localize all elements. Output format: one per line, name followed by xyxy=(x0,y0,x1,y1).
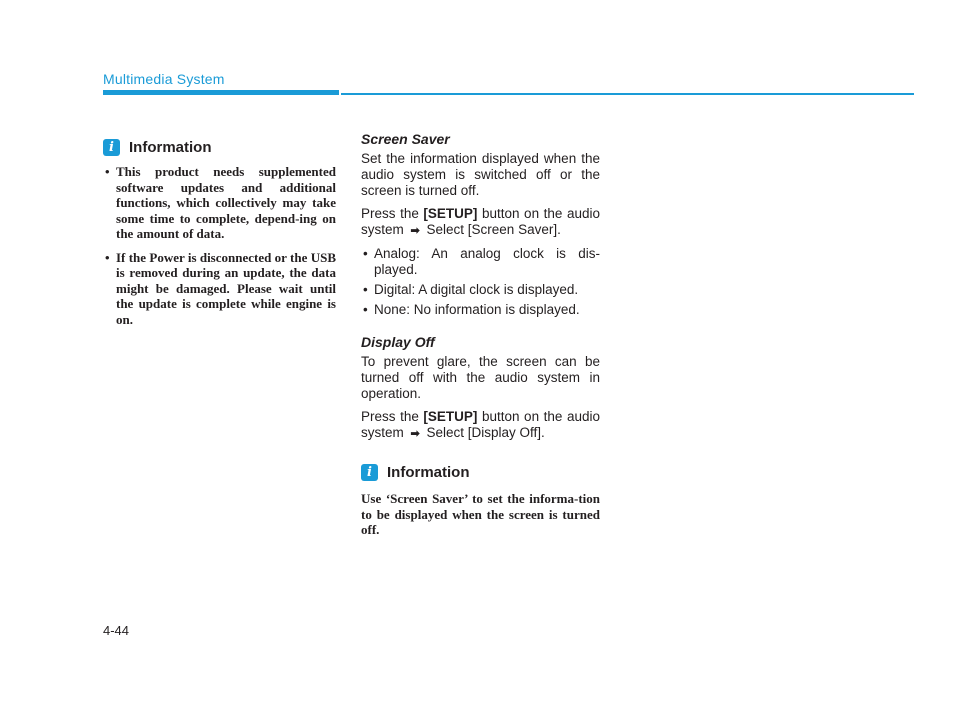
info-bullet: • This product needs supplemented software updates and additional functions, which collectively may take some time to complete, depend-ing on the amount of data. xyxy=(103,164,336,242)
info-text: Use ‘Screen Saver’ to set the informa-tion to be displayed when the screen is turned off. xyxy=(361,491,600,537)
arrow-right-icon: ➡ xyxy=(410,225,420,237)
info-heading xyxy=(103,136,336,158)
option-item: • Digital: A digital clock is displayed. xyxy=(361,282,600,298)
right-column xyxy=(361,131,600,538)
section-title: Multimedia System xyxy=(103,71,225,87)
page-number: 4-44 xyxy=(103,623,130,638)
option-item: • Analog: An analog clock is dis-played. xyxy=(361,246,600,278)
header-rule-thick xyxy=(103,90,339,95)
info-icon: i xyxy=(103,139,120,156)
instruction-text: Select [Display Off]. xyxy=(426,425,545,440)
header-rule-thin xyxy=(341,93,914,95)
display-off-instruction xyxy=(361,409,600,442)
instruction-text: Press the xyxy=(361,206,419,221)
instruction-text: button on the audio system xyxy=(361,409,600,440)
left-column xyxy=(103,136,336,335)
info-label: Information xyxy=(129,138,212,156)
info-bullet: • If the Power is disconnected or the USB is removed during an update, the data might be damaged. Please wait until the update is complete while engine is on. xyxy=(103,250,336,328)
info-label: Information xyxy=(387,463,470,481)
screen-saver-instruction xyxy=(361,206,600,239)
screen-saver-heading: Screen Saver xyxy=(361,131,450,147)
instruction-text: Select [Screen Saver]. xyxy=(426,222,561,237)
setup-key-label: [SETUP] xyxy=(423,206,478,221)
info-icon: i xyxy=(361,464,378,481)
setup-key-label: [SETUP] xyxy=(423,409,478,424)
instruction-text: Press the xyxy=(361,409,419,424)
option-item: • None: No information is displayed. xyxy=(361,302,600,318)
screen-saver-options xyxy=(361,246,600,318)
screen-saver-description: Set the information displayed when the audio system is switched off or the screen is turned off. xyxy=(361,151,600,198)
arrow-right-icon: ➡ xyxy=(410,428,420,440)
instruction-text: button on the audio system xyxy=(361,206,600,237)
info-heading xyxy=(361,461,600,483)
display-off-description: To prevent glare, the screen can be turned off with the audio system in operation. xyxy=(361,354,600,401)
info-bullet-list xyxy=(103,164,336,327)
display-off-heading: Display Off xyxy=(361,334,435,350)
